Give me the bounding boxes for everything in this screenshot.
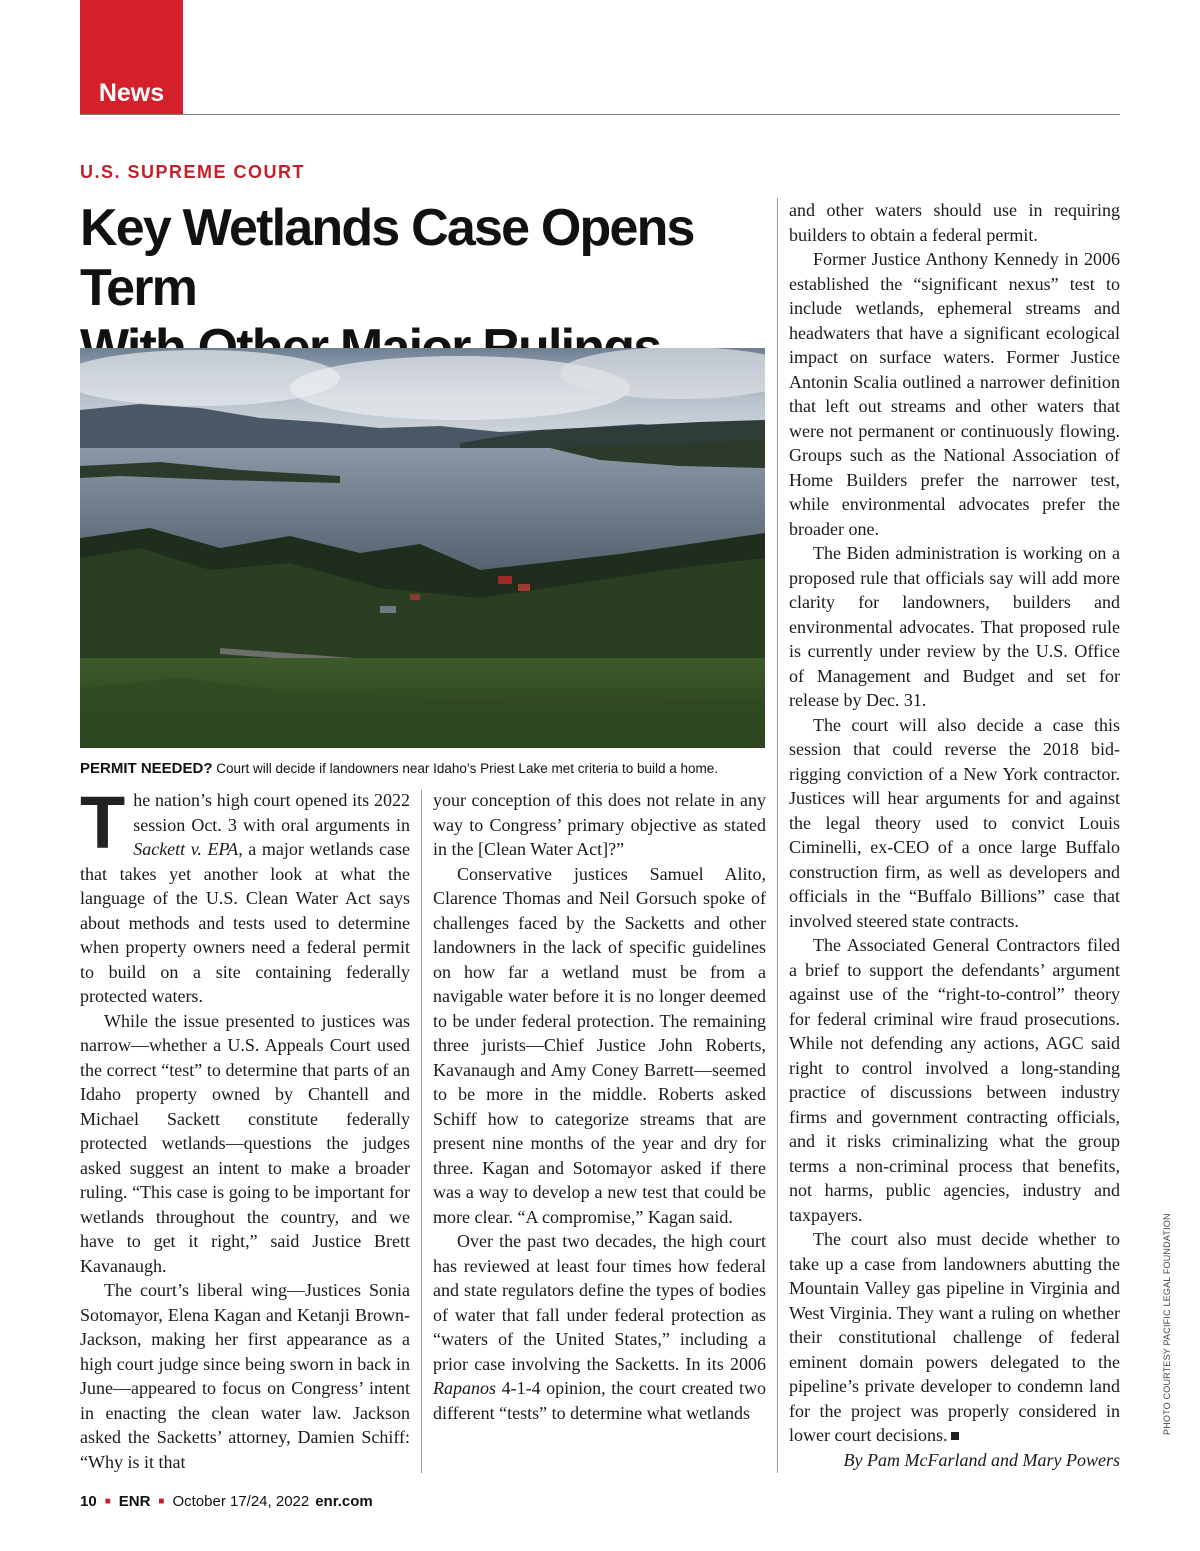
column-divider	[777, 198, 778, 1473]
article-paragraph: your conception of this does not relate in any way to Congress’ primary objective as stated in the [Clean Water Act]?”	[433, 790, 766, 859]
article-column-2	[433, 788, 766, 1425]
headline-line-1: Key Wetlands Case Opens Term	[80, 199, 694, 317]
article-paragraph: The Associated General Contractors filed a brief to support the defendants’ argument against use of the “right-to-control” theory for federal criminal wire fraud prosecutions. While not defending any actions, AGC said right to control involved a long-standing practice of discussions between industry firms and government contracting officials, and it risks criminalizing what the group terms a non-criminal process that benefits, not harms, public agencies, industry and taxpayers.	[789, 935, 1120, 1225]
page-footer	[80, 1493, 373, 1510]
caption-lead: PERMIT NEEDED?	[80, 760, 213, 777]
article-paragraph: The nation’s high court opened its 2022 session Oct. 3 with oral arguments in Sackett v. EPA, a major wetlands case that takes yet another look at what the language of the U.S. Clean Water Act says about methods and tests used to determine when property owners need a federal permit to build on a site containing federally protected waters.	[80, 781, 410, 1006]
article-paragraph: The court also must decide whether to take up a case from landowners abutting the Mountain Valley gas pipeline in Virginia and West Virginia. They want a ruling on whether their constitutional challenge of federal eminent domain powers delegated to the pipeline’s private developer to condemn land for the project was properly considered in lower court decisions.	[789, 1229, 1120, 1445]
section-label: News	[98, 79, 165, 107]
byline: By Pam McFarland and Mary Powers	[843, 1449, 1120, 1470]
article-paragraph: Former Justice Anthony Kennedy in 2006 established the “significant nexus” test to include wetlands, ephemeral streams and headwaters that have a significant ecological impact on surface waters. Former Justice Antonin Scalia outlined a narrower definition that left out streams and other waters that were not permanent or continuously flowing. Groups such as the National Association of Home Builders prefer the narrower test, while environmental advocates prefer the broader one.	[789, 249, 1120, 539]
website-link[interactable]: enr.com	[315, 1493, 373, 1510]
dropcap: T	[80, 781, 126, 864]
article-column-3	[789, 198, 1120, 1472]
column-divider	[421, 790, 422, 1473]
article-paragraph: The Biden administration is working on a proposed rule that officials say will add more clarity for landowners, builders and environmental advocates. That proposed rule is currently under review by the U.S. Office of Management and Budget and set for release by Dec. 31.	[789, 543, 1120, 710]
article-paragraph: Conservative justices Samuel Alito, Clarence Thomas and Neil Gorsuch spoke of challenges faced by the Sacketts and other landowners in the lack of specific guidelines on how far a wetland must be from a navigable water before it is no longer deemed to be under federal protection. The remaining three jurists—Chief Justice John Roberts, Kavanaugh and Amy Coney Barrett—seemed to be more in the middle. Roberts asked Schiff how to categorize streams that are present nine months of the year and dry for three. Kagan and Sotomayor asked if there was a way to develop a new test that could be more clear. “A compromise,” Kagan said.	[433, 863, 766, 1227]
issue-date: October 17/24, 2022	[172, 1493, 310, 1510]
photo-caption	[80, 760, 780, 777]
lake-landscape-photo	[80, 348, 765, 748]
article-paragraph: and other waters should use in requiring builders to obtain a federal permit.	[789, 200, 1120, 245]
photo-credit: PHOTO COURTESY PACIFIC LEGAL FOUNDATION	[1162, 1213, 1172, 1435]
header-rule	[80, 114, 1120, 115]
article-paragraph: The court will also decide a case this session that could reverse the 2018 bid-rigging conviction of a New York contractor. Justices will hear arguments for and against the legal theory used to convict Louis Ciminelli, ex-CEO of a once large Buffalo construction firm, as well as developers and officials in the “Buffalo Billions” case that involved steered state contracts.	[789, 714, 1120, 931]
article-column-1	[80, 781, 410, 1474]
page-number: 10	[80, 1493, 97, 1510]
magazine-name: ENR	[118, 1493, 151, 1510]
separator-icon: ■	[158, 1496, 165, 1507]
end-mark-icon	[951, 1432, 959, 1440]
article-paragraph: The court’s liberal wing—Justices Sonia Sotomayor, Elena Kagan and Ketanji Brown-Jackson, making her first appearance as a high court judge since being sworn in back in June—appeared to focus on Congress’ intent in enacting the clean water law. Jackson asked the Sacketts’ attorney, Damien Schiff: “Why is it that	[80, 1280, 410, 1472]
section-tab	[80, 0, 183, 114]
article-paragraph: Over the past two decades, the high court has reviewed at least four times how federal and state regulators define the types of bodies of water that fall under federal protection as “waters of the United States,” including a prior case involving the Sacketts. In its 2006 Rapanos 4-1-4 opinion, the court created two different “tests” to determine what wetlands	[433, 1231, 766, 1423]
kicker: U.S. SUPREME COURT	[80, 162, 306, 182]
caption-text: Court will decide if landowners near Idaho’s Priest Lake met criteria to build a home.	[216, 761, 719, 776]
article-paragraph: While the issue presented to justices was narrow—whether a U.S. Appeals Court used the correct “test” to determine that parts of an Idaho property owned by Chantell and Michael Sackett constitute federally protected wetlands—questions the judges asked suggest an intent to make a broader ruling. “This case is going to be important for wetlands throughout the country, and we have to get it right,” said Justice Brett Kavanaugh.	[80, 1010, 410, 1276]
separator-icon: ■	[104, 1496, 111, 1507]
